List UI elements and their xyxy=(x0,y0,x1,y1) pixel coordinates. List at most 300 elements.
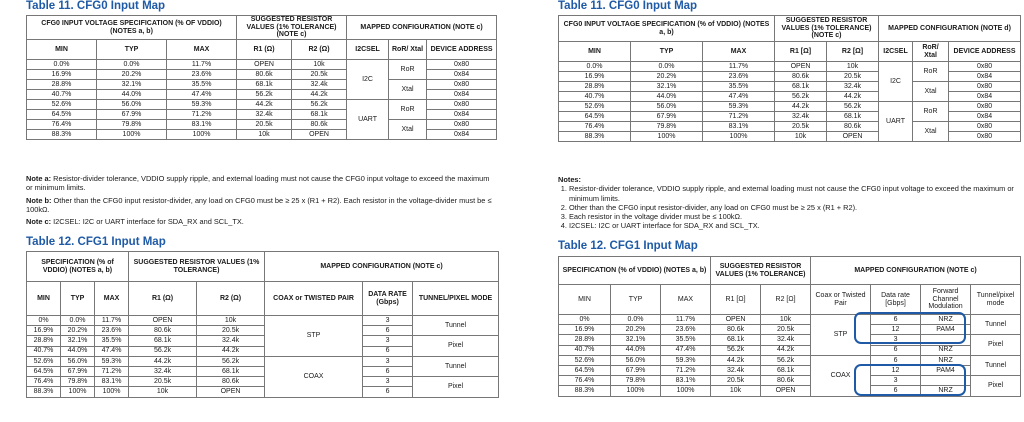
table-cell: 68.1k xyxy=(292,110,347,120)
table-cell: 59.3% xyxy=(661,355,711,365)
modulation-cell: NRZ xyxy=(921,345,971,355)
table-row xyxy=(27,70,497,80)
table-cell: 28.8% xyxy=(559,335,611,345)
table12-body xyxy=(27,316,499,398)
col-max: MAX xyxy=(167,40,237,60)
table-cell: 56.2k xyxy=(761,355,811,365)
table-cell: 100% xyxy=(703,132,775,142)
table-row xyxy=(559,82,1021,92)
note-c: Note c: I2CSEL: I2C or UART interface for SDA_RX and SCL_TX. xyxy=(26,217,244,226)
table-cell: 100% xyxy=(611,386,661,396)
table12-caption: Table 12. CFG1 Input Map xyxy=(26,236,166,248)
table-cell: 44.0% xyxy=(631,92,703,102)
table-cell: 47.4% xyxy=(95,346,129,356)
table-cell: 44.0% xyxy=(611,345,661,355)
table-cell: 67.9% xyxy=(611,365,661,375)
table-cell: 16.9% xyxy=(27,326,61,336)
table11-body xyxy=(559,62,1021,142)
data-rate-cell: 6 xyxy=(871,386,921,396)
device-address-cell: 0x80 xyxy=(949,132,1021,142)
table12-column-headers xyxy=(559,285,1021,315)
table-cell: 0.0% xyxy=(97,60,167,70)
table-row xyxy=(559,132,1021,142)
table-cell: 32.4k xyxy=(761,335,811,345)
table-cell: 88.3% xyxy=(27,387,61,397)
data-rate-cell: 6 xyxy=(363,387,413,397)
table-cell: 64.5% xyxy=(559,112,631,122)
table-cell: 0% xyxy=(27,316,61,326)
table-cell: OPEN xyxy=(129,316,197,326)
note-4: 4. I2CSEL: I2C or UART interface for SDA_RX and SCL_TX. xyxy=(569,221,1020,230)
i2csel-cell: UART xyxy=(879,102,913,142)
mode-cell: Tunnel xyxy=(413,316,499,336)
mode-cell: Tunnel xyxy=(971,315,1021,335)
table-cell: 83.1% xyxy=(703,122,775,132)
table-cell: 100% xyxy=(631,132,703,142)
pair-type-cell: COAX xyxy=(265,356,363,397)
table11-header-mapped: MAPPED CONFIGURATION (NOTE c) xyxy=(347,16,497,40)
table-cell: OPEN xyxy=(827,132,879,142)
data-rate-cell: 6 xyxy=(363,346,413,356)
pair-type-cell: STP xyxy=(811,315,871,356)
table-row xyxy=(27,100,497,110)
table-cell: 100% xyxy=(95,387,129,397)
table-row xyxy=(559,112,1021,122)
table-cell: OPEN xyxy=(292,130,347,140)
table11-header-resistor: SUGGESTED RESISTOR VALUES (1% TOLERANCE) (NOTE c) xyxy=(775,16,879,42)
i2csel-cell: I2C xyxy=(347,60,389,100)
table11-header-spec: CFG0 INPUT VOLTAGE SPECIFICATION (% of VDDIO) (NOTES a, b) xyxy=(559,16,775,42)
table-row xyxy=(559,345,1021,355)
table-cell: 80.6k xyxy=(775,72,827,82)
table-cell: 20.5k xyxy=(827,72,879,82)
table-cell: 0.0% xyxy=(27,60,97,70)
ror-xtal-cell: RoR xyxy=(389,60,427,80)
table-row xyxy=(559,122,1021,132)
table-cell: 76.4% xyxy=(27,120,97,130)
table11-notes xyxy=(558,175,1020,231)
table-cell: 100% xyxy=(97,130,167,140)
highlight-box-coax xyxy=(854,364,966,396)
table-cell: 80.6k xyxy=(129,326,197,336)
table-cell: 71.2% xyxy=(703,112,775,122)
left-document-panel xyxy=(0,0,505,422)
table-cell: 16.9% xyxy=(559,72,631,82)
table-cell: 88.3% xyxy=(559,132,631,142)
table-cell: 80.6k xyxy=(237,70,292,80)
table-cell: 35.5% xyxy=(703,82,775,92)
table-cell: 80.6k xyxy=(197,377,265,387)
table-cell: 76.4% xyxy=(559,376,611,386)
table-cell: 28.8% xyxy=(27,80,97,90)
col-typ: TYP xyxy=(97,40,167,60)
col-ror-xtal: RoR/ Xtal xyxy=(913,42,949,62)
table-cell: 100% xyxy=(61,387,95,397)
table-cell: 20.5k xyxy=(197,326,265,336)
table-cell: 68.1k xyxy=(775,82,827,92)
modulation-cell: NRZ xyxy=(921,315,971,325)
col-tunnel-pixel-mode: TUNNEL/PIXEL MODE xyxy=(413,282,499,316)
device-address-cell: 0x84 xyxy=(427,110,497,120)
table11-notes xyxy=(26,174,496,229)
data-rate-cell: 6 xyxy=(871,355,921,365)
table-cell: 83.1% xyxy=(95,377,129,387)
table-cell: 23.6% xyxy=(661,325,711,335)
modulation-cell: PAM4 xyxy=(921,325,971,335)
col-coax-or-twisted-pair: Coax or Twisted Pair xyxy=(811,285,871,315)
table-cell: 47.4% xyxy=(661,345,711,355)
device-address-cell: 0x84 xyxy=(427,130,497,140)
data-rate-cell: 3 xyxy=(363,316,413,326)
table12 xyxy=(26,251,499,398)
table12-header-spec: SPECIFICATION (% of VDDIO) (NOTES a, b) xyxy=(27,252,129,282)
table-cell: OPEN xyxy=(761,386,811,396)
device-address-cell: 0x80 xyxy=(427,120,497,130)
table-cell: 0% xyxy=(559,315,611,325)
table-cell: 44.2k xyxy=(711,355,761,365)
data-rate-cell: 3 xyxy=(871,376,921,386)
modulation-cell: NRZ xyxy=(921,386,971,396)
mode-cell: Pixel xyxy=(971,335,1021,355)
table-cell: 10k xyxy=(197,316,265,326)
table12-header-mapped: MAPPED CONFIGURATION (NOTE c) xyxy=(265,252,499,282)
table-cell: 0.0% xyxy=(611,315,661,325)
table-cell: 71.2% xyxy=(661,365,711,375)
device-address-cell: 0x84 xyxy=(949,112,1021,122)
col-typ: TYP xyxy=(611,285,661,315)
col-r1: R1 [Ω] xyxy=(711,285,761,315)
note-1: 1. Resistor-divider tolerance, VDDIO supply ripple, and external loading must not cause the CFG0 input voltage to exceed the maximum or minimum limits. xyxy=(569,184,1020,203)
table-cell: 11.7% xyxy=(95,316,129,326)
ror-xtal-cell: Xtal xyxy=(389,120,427,140)
table-cell: 64.5% xyxy=(27,366,61,376)
table-cell: 35.5% xyxy=(167,80,237,90)
col-r1: R1 [Ω] xyxy=(775,42,827,62)
table-cell: 16.9% xyxy=(559,325,611,335)
mode-cell: Pixel xyxy=(413,336,499,356)
table-cell: 68.1k xyxy=(711,335,761,345)
table-cell: 56.2k xyxy=(292,100,347,110)
table-cell: 10k xyxy=(827,62,879,72)
table-cell: 44.2k xyxy=(761,345,811,355)
table-row xyxy=(559,72,1021,82)
table-cell: 68.1k xyxy=(197,366,265,376)
table-cell: 59.3% xyxy=(167,100,237,110)
table-cell: 20.5k xyxy=(129,377,197,387)
col-forward-channel-modulation: Forward Channel Modulation xyxy=(921,285,971,315)
table-cell: 20.5k xyxy=(775,122,827,132)
table-cell: 88.3% xyxy=(27,130,97,140)
col-r1: R1 (Ω) xyxy=(129,282,197,316)
table-cell: 76.4% xyxy=(559,122,631,132)
table11 xyxy=(26,15,497,140)
col-typ: TYP xyxy=(631,42,703,62)
table-cell: 52.6% xyxy=(27,356,61,366)
table-cell: 76.4% xyxy=(27,377,61,387)
col-i2csel: I2CSEL xyxy=(347,40,389,60)
table12-header-resistor: SUGGESTED RESISTOR VALUES (1% TOLERANCE) xyxy=(129,252,265,282)
table-cell: 20.2% xyxy=(61,326,95,336)
mode-cell: Tunnel xyxy=(413,356,499,376)
table-cell: 40.7% xyxy=(27,90,97,100)
col-data-rate: DATA RATE (Gbps) xyxy=(363,282,413,316)
col-max: MAX xyxy=(661,285,711,315)
table-cell: 10k xyxy=(237,130,292,140)
table11-caption: Table 11. CFG0 Input Map xyxy=(558,0,698,12)
ror-xtal-cell: RoR xyxy=(913,102,949,122)
col-r2: R2 [Ω] xyxy=(827,42,879,62)
modulation-cell: PAM4 xyxy=(921,365,971,375)
table-cell: 20.5k xyxy=(237,120,292,130)
table-cell: 52.6% xyxy=(27,100,97,110)
table-row xyxy=(27,336,499,346)
table-cell: 44.2k xyxy=(197,346,265,356)
table-cell: 20.2% xyxy=(97,70,167,80)
table-cell: 44.2k xyxy=(292,90,347,100)
table-cell: 20.5k xyxy=(711,376,761,386)
table11-column-headers xyxy=(559,42,1021,62)
table-cell: 68.1k xyxy=(129,336,197,346)
table12-caption: Table 12. CFG1 Input Map xyxy=(558,240,698,252)
col-r1: R1 (Ω) xyxy=(237,40,292,60)
modulation-cell: NRZ xyxy=(921,355,971,365)
table-cell: 0.0% xyxy=(559,62,631,72)
table-cell: 35.5% xyxy=(95,336,129,346)
col-r2: R2 (Ω) xyxy=(292,40,347,60)
device-address-cell: 0x84 xyxy=(949,72,1021,82)
table-cell: 44.2k xyxy=(775,102,827,112)
table11-header-resistor: SUGGESTED RESISTOR VALUES (1% TOLERANCE) (NOTE c) xyxy=(237,16,347,40)
table-row xyxy=(559,92,1021,102)
data-rate-cell: 3 xyxy=(363,356,413,366)
data-rate-cell: 6 xyxy=(363,366,413,376)
table12-header-mapped: MAPPED CONFIGURATION (NOTE c) xyxy=(811,257,1021,285)
i2csel-cell: UART xyxy=(347,100,389,140)
table-cell: 40.7% xyxy=(27,346,61,356)
table-cell: 68.1k xyxy=(761,365,811,375)
table11 xyxy=(558,15,1021,142)
table12-header-resistor: SUGGESTED RESISTOR VALUES (1% TOLERANCE) xyxy=(711,257,811,285)
table-cell: 80.6k xyxy=(711,325,761,335)
table-cell: 80.6k xyxy=(292,120,347,130)
table-cell: 40.7% xyxy=(559,345,611,355)
table-cell: 44.0% xyxy=(61,346,95,356)
table-cell: 44.2k xyxy=(129,356,197,366)
table-cell: 56.2k xyxy=(711,345,761,355)
ror-xtal-cell: RoR xyxy=(389,100,427,120)
note-3: 3. Each resistor in the voltage divider must be ≤ 100kΩ. xyxy=(569,212,1020,221)
table-cell: 35.5% xyxy=(661,335,711,345)
col-r2: R2 (Ω) xyxy=(197,282,265,316)
table-cell: 10k xyxy=(292,60,347,70)
col-min: MIN xyxy=(27,282,61,316)
table-row xyxy=(27,377,499,387)
table-cell: 56.0% xyxy=(61,356,95,366)
table-cell: 68.1k xyxy=(237,80,292,90)
table-cell: 32.1% xyxy=(97,80,167,90)
table-cell: 20.2% xyxy=(611,325,661,335)
pair-type-cell: STP xyxy=(265,316,363,357)
ror-xtal-cell: Xtal xyxy=(913,82,949,102)
device-address-cell: 0x84 xyxy=(427,90,497,100)
table-cell: 32.4k xyxy=(237,110,292,120)
table-cell: 100% xyxy=(661,386,711,396)
table-cell: 80.6k xyxy=(761,376,811,386)
col-i2csel: I2CSEL xyxy=(879,42,913,62)
device-address-cell: 0x80 xyxy=(427,60,497,70)
device-address-cell: 0x80 xyxy=(427,100,497,110)
table12-header-spec: SPECIFICATION (% of VDDIO) (NOTES a, b) xyxy=(559,257,711,285)
table-cell: 59.3% xyxy=(95,356,129,366)
table-cell: OPEN xyxy=(237,60,292,70)
mode-cell: Tunnel xyxy=(971,355,1021,375)
device-address-cell: 0x80 xyxy=(949,62,1021,72)
note-2: 2. Other than the CFG0 input resistor-divider, any load on CFG0 must be ≥ 25 x (R1 + R2). xyxy=(569,203,1020,212)
col-coax-or-twisted-pair: COAX or TWISTED PAIR xyxy=(265,282,363,316)
table-cell: 16.9% xyxy=(27,70,97,80)
table-cell: 32.4k xyxy=(827,82,879,92)
table-row xyxy=(559,62,1021,72)
table-cell: 32.1% xyxy=(61,336,95,346)
mode-cell: Pixel xyxy=(413,377,499,397)
col-max: MAX xyxy=(703,42,775,62)
table-cell: 32.4k xyxy=(129,366,197,376)
table-cell: 79.8% xyxy=(97,120,167,130)
table-row xyxy=(27,120,497,130)
pair-type-cell: COAX xyxy=(811,355,871,396)
col-typ: TYP xyxy=(61,282,95,316)
col-data-rate: Data rate [Gbps] xyxy=(871,285,921,315)
data-rate-cell: 6 xyxy=(871,345,921,355)
table-cell: 28.8% xyxy=(27,336,61,346)
table-cell: 64.5% xyxy=(559,365,611,375)
table-cell: 83.1% xyxy=(167,120,237,130)
table-cell: 11.7% xyxy=(703,62,775,72)
table-row xyxy=(27,130,497,140)
table-cell: 67.9% xyxy=(97,110,167,120)
table-cell: 10k xyxy=(711,386,761,396)
table-cell: 20.2% xyxy=(631,72,703,82)
table-row xyxy=(27,90,497,100)
table-cell: 88.3% xyxy=(559,386,611,396)
table-cell: 71.2% xyxy=(167,110,237,120)
table-cell: 47.4% xyxy=(703,92,775,102)
data-rate-cell: 3 xyxy=(363,377,413,387)
table-cell: 32.1% xyxy=(631,82,703,92)
data-rate-cell: 3 xyxy=(363,336,413,346)
table-cell: 47.4% xyxy=(167,90,237,100)
table-cell: 52.6% xyxy=(559,355,611,365)
table-cell: 71.2% xyxy=(95,366,129,376)
device-address-cell: 0x80 xyxy=(949,102,1021,112)
table-cell: 56.2k xyxy=(775,92,827,102)
table-cell: OPEN xyxy=(711,315,761,325)
table11-header-spec: CFG0 INPUT VOLTAGE SPECIFICATION (% OF VDDIO) (NOTES a, b) xyxy=(27,16,237,40)
ror-xtal-cell: Xtal xyxy=(389,80,427,100)
panel-divider xyxy=(505,0,552,422)
table11-header-mapped: MAPPED CONFIGURATION (NOTE d) xyxy=(879,16,1021,42)
right-document-panel xyxy=(552,0,1024,422)
table-row xyxy=(27,60,497,70)
mode-cell: Pixel xyxy=(971,376,1021,396)
col-max: MAX xyxy=(95,282,129,316)
highlight-box-stp xyxy=(854,312,966,344)
table-cell: 79.8% xyxy=(611,376,661,386)
table-cell: 64.5% xyxy=(27,110,97,120)
table-cell: 79.8% xyxy=(631,122,703,132)
table-cell: 44.2k xyxy=(827,92,879,102)
device-address-cell: 0x80 xyxy=(427,80,497,90)
table11-caption: Table 11. CFG0 Input Map xyxy=(26,0,166,12)
note-b: Note b: Other than the CFG0 input resistor-divider, any load on CFG0 must be ≥ 25 x (R1 + R2). Each resistor in the voltage-divider must be ≤ 100kΩ. xyxy=(26,195,492,214)
table-cell: 20.5k xyxy=(292,70,347,80)
table-cell: 67.9% xyxy=(631,112,703,122)
table-cell: 44.0% xyxy=(97,90,167,100)
table-cell: OPEN xyxy=(775,62,827,72)
table-cell: 32.4k xyxy=(292,80,347,90)
table-cell: 28.8% xyxy=(559,82,631,92)
table11-column-headers xyxy=(27,40,497,60)
table-cell: 56.2k xyxy=(197,356,265,366)
table-cell: 56.0% xyxy=(97,100,167,110)
table-cell: 67.9% xyxy=(61,366,95,376)
ror-xtal-cell: RoR xyxy=(913,62,949,82)
table-cell: 0.0% xyxy=(61,316,95,326)
table-cell: 56.2k xyxy=(129,346,197,356)
table-row xyxy=(27,316,499,326)
table-cell: 56.0% xyxy=(631,102,703,112)
table-cell: 32.4k xyxy=(197,336,265,346)
table-row xyxy=(27,356,499,366)
table-cell: 32.4k xyxy=(711,365,761,375)
table-cell: OPEN xyxy=(197,387,265,397)
table-cell: 59.3% xyxy=(703,102,775,112)
table-cell: 23.6% xyxy=(703,72,775,82)
col-r2: R2 [Ω] xyxy=(761,285,811,315)
table-cell: 23.6% xyxy=(167,70,237,80)
table-cell: 11.7% xyxy=(661,315,711,325)
device-address-cell: 0x80 xyxy=(949,82,1021,92)
table-cell: 11.7% xyxy=(167,60,237,70)
table-cell: 79.8% xyxy=(61,377,95,387)
data-rate-cell: 6 xyxy=(363,326,413,336)
table-cell: 68.1k xyxy=(827,112,879,122)
col-tunnel-pixel-mode: Tunnel/pixel mode xyxy=(971,285,1021,315)
table-cell: 56.2k xyxy=(827,102,879,112)
device-address-cell: 0x84 xyxy=(427,70,497,80)
table-row xyxy=(27,80,497,90)
table11-body xyxy=(27,60,497,140)
table-cell: 10k xyxy=(775,132,827,142)
table-cell: 23.6% xyxy=(95,326,129,336)
table-cell: 52.6% xyxy=(559,102,631,112)
col-min: MIN xyxy=(559,42,631,62)
col-min: MIN xyxy=(559,285,611,315)
table-cell: 20.5k xyxy=(761,325,811,335)
notes-title: Notes: xyxy=(558,175,581,184)
col-device-address: DEVICE ADDRESS xyxy=(427,40,497,60)
table-cell: 56.0% xyxy=(611,355,661,365)
table-cell: 10k xyxy=(761,315,811,325)
table-cell: 10k xyxy=(129,387,197,397)
table-cell: 0.0% xyxy=(631,62,703,72)
table-row xyxy=(559,102,1021,112)
data-rate-cell: 12 xyxy=(871,325,921,335)
table-cell: 32.4k xyxy=(775,112,827,122)
i2csel-cell: I2C xyxy=(879,62,913,102)
col-device-address: DEVICE ADDRESS xyxy=(949,42,1021,62)
table-cell: 40.7% xyxy=(559,92,631,102)
